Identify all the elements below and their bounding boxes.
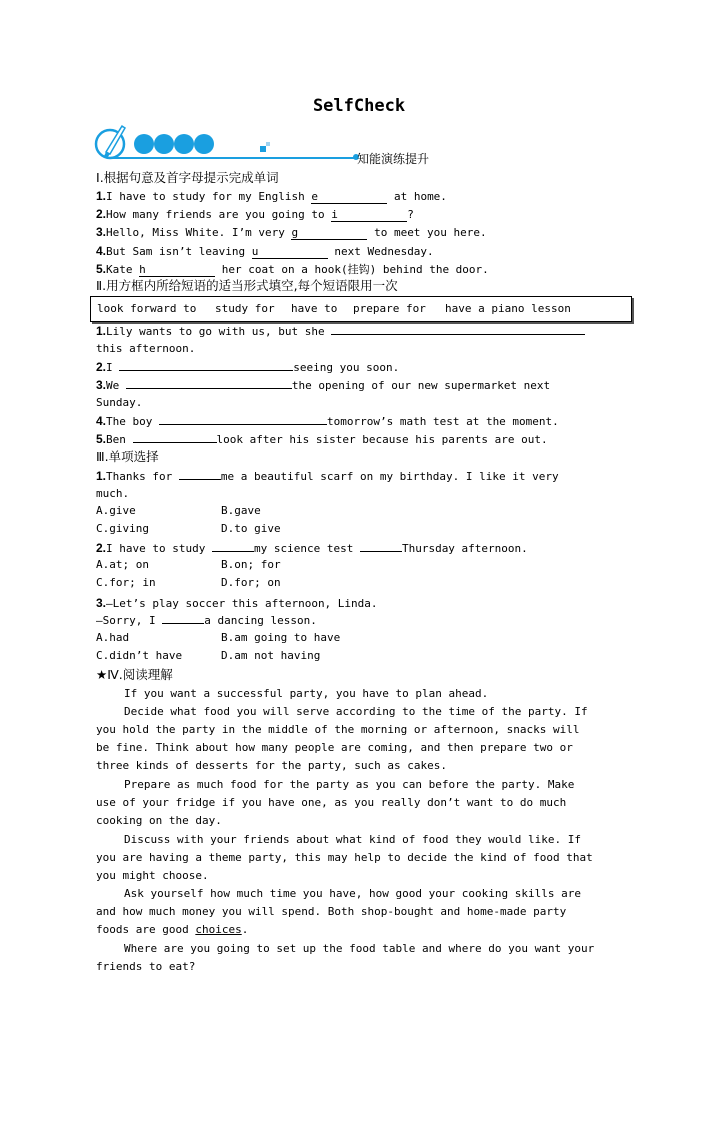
option-a[interactable]: A.give [96,504,136,517]
question-number: 5. [96,432,107,446]
question-text: my science test [253,542,360,555]
phrase-item: look forward to [97,302,197,315]
option-b[interactable]: B.am going to have [221,631,341,644]
phrase-item: study for [215,302,275,315]
option-d[interactable]: D.am not having [221,649,321,662]
section-number: Ⅱ [96,278,103,293]
passage-line: cooking on the day. [96,814,222,827]
question-number: 4. [96,244,107,258]
phrase-item: have to [291,302,338,315]
question-text: But Sam isn’t leaving [106,245,252,258]
section-1-heading [96,170,279,187]
banner-dot [134,134,154,154]
passage-line: Where are you going to set up the food table and where do you want your [124,942,595,955]
question-text: ? [407,208,414,221]
question-text: Sunday. [96,396,143,409]
brush-icon [96,126,125,158]
question-number: 1. [96,189,107,203]
underlined-word: choices [195,923,242,936]
banner-dot [174,134,194,154]
option-c[interactable]: C.for; in [96,576,156,589]
passage-line: three kinds of desserts for the party, such as cakes. [96,759,447,772]
blank-hint: i [331,208,338,221]
answer-blank[interactable] [291,227,367,240]
question-row-continued [96,395,142,411]
answer-blank[interactable] [331,334,585,335]
question-row [96,431,548,448]
question-text: I [106,361,113,374]
question-number: 1. [96,469,107,483]
passage-line [96,922,248,938]
question-text: seeing you soon. [293,361,400,374]
answer-blank[interactable] [360,551,402,552]
answer-blank[interactable] [159,424,327,425]
question-text: Hello, Miss White. I’m very [106,226,292,239]
question-text: her coat on a hook(挂钩) behind the door. [215,263,489,276]
question-text: at home. [387,190,447,203]
question-row [96,243,434,260]
question-number: 1. [96,324,107,338]
question-text: tomorrow’s math test at the moment. [327,415,559,428]
banner-square [266,142,270,146]
question-text: me a beautiful scarf on my birthday. I like it very [220,470,559,483]
question-row [96,595,378,612]
question-text: this afternoon. [96,342,196,355]
answer-blank[interactable] [311,191,387,204]
question-number: 2. [96,207,107,221]
question-row [96,377,550,394]
phrase-box [90,296,632,322]
question-number: 3. [96,225,107,239]
section-title: .阅读理解 [118,667,173,682]
option-a[interactable]: A.had [96,631,130,644]
question-row [96,540,528,557]
blank-hint: g [291,226,299,239]
question-row [96,206,414,223]
section-number: Ⅰ [96,170,100,185]
question-text: a dancing lesson. [204,614,317,627]
question-text: Thursday afternoon. [401,542,528,555]
banner-dot [154,134,174,154]
passage-line: Discuss with your friends about what kind of food they would like. If [124,833,581,846]
option-c[interactable]: C.giving [96,522,149,535]
question-text: look after his sister because his parents are out. [216,433,548,446]
passage-line: you are having a theme party, this may help to decide the kind of food that [96,851,593,864]
question-row [96,359,399,376]
question-row-continued [96,486,129,502]
page-title: SelfCheck [312,96,406,116]
question-text: How many friends are you going to [106,208,332,221]
answer-blank[interactable] [179,479,221,480]
answer-blank[interactable] [139,264,215,277]
option-c[interactable]: C.didn’t have [96,649,183,662]
passage-line: Prepare as much food for the party as you can before the party. Make [124,778,575,791]
passage-text: foods are good [96,923,196,936]
passage-line: Decide what food you will serve according to the time of the party. If [124,705,588,718]
question-text: the opening of our new supermarket next [291,379,551,392]
question-text: We [106,379,120,392]
section-number: ★Ⅳ [96,667,119,682]
passage-line: use of your fridge if you have one, as you really don’t want to do much [96,796,567,809]
option-d[interactable]: D.to give [221,522,281,535]
section-title: .用方框内所给短语的适当形式填空,每个短语限用一次 [102,278,398,293]
blank-hint: u [251,245,259,258]
question-text: to meet you here. [367,226,487,239]
option-d[interactable]: D.for; on [221,576,281,589]
question-row-continued [96,613,317,629]
option-b[interactable]: B.on; for [221,558,281,571]
question-text: next Wednesday. [327,245,434,258]
question-number: 3. [96,378,107,392]
question-number: 5. [96,262,107,276]
question-text: —Sorry, I [96,614,163,627]
passage-text: . [241,923,249,936]
question-text: Thanks for [106,470,179,483]
question-text: Lily wants to go with us, but she [106,325,325,338]
passage-line: you hold the party in the middle of the morning or afternoon, snacks will [96,723,580,736]
section-title: .单项选择 [104,449,159,464]
question-row [96,323,585,340]
passage-line: you might choose. [96,869,209,882]
question-text: The boy [106,415,153,428]
answer-blank[interactable] [133,442,217,443]
passage-line: Ask yourself how much time you have, how good your cooking skills are [124,887,581,900]
question-number: 3. [96,596,107,610]
question-number: 2. [96,541,107,555]
passage-line: If you want a successful party, you have to plan ahead. [124,687,489,700]
phrase-item: prepare for [353,302,426,315]
question-number: 2. [96,360,107,374]
phrase-item: have a piano lesson [445,302,571,315]
question-row-continued [96,341,195,357]
section-4-heading [96,667,173,684]
passage-line: friends to eat? [96,960,196,973]
section-2-heading [96,278,398,295]
question-row [96,261,489,278]
banner-dot [194,134,214,154]
answer-blank[interactable] [252,246,328,259]
option-b[interactable]: B.gave [221,504,261,517]
section-number: Ⅲ [96,449,105,464]
passage-line: and how much money you will spend. Both shop-bought and home-made party [96,905,567,918]
answer-blank[interactable] [119,370,293,371]
blank-hint: h [139,263,146,276]
answer-blank[interactable] [331,209,407,222]
answer-blank[interactable] [212,551,254,552]
question-text: I have to study [106,542,212,555]
passage-line: be fine. Think about how many people are coming, and then prepare two or [96,741,573,754]
blank-hint: e [311,190,318,203]
question-number: 4. [96,414,107,428]
banner-square [260,146,266,152]
question-row [96,224,487,241]
question-text: much. [96,487,130,500]
question-text: Kate [106,263,140,276]
question-row [96,188,447,205]
section-3-heading [96,449,159,466]
section-title: .根据句意及首字母提示完成单词 [99,170,279,185]
question-row [96,468,559,485]
banner-label: 知能演练提升 [357,152,430,166]
question-text: —Let’s play soccer this afternoon, Linda. [106,597,378,610]
answer-blank[interactable] [126,388,292,389]
answer-blank[interactable] [162,623,204,624]
question-text: I have to study for my English [106,190,312,203]
option-a[interactable]: A.at; on [96,558,149,571]
question-row [96,413,559,430]
question-text: Ben [106,433,126,446]
